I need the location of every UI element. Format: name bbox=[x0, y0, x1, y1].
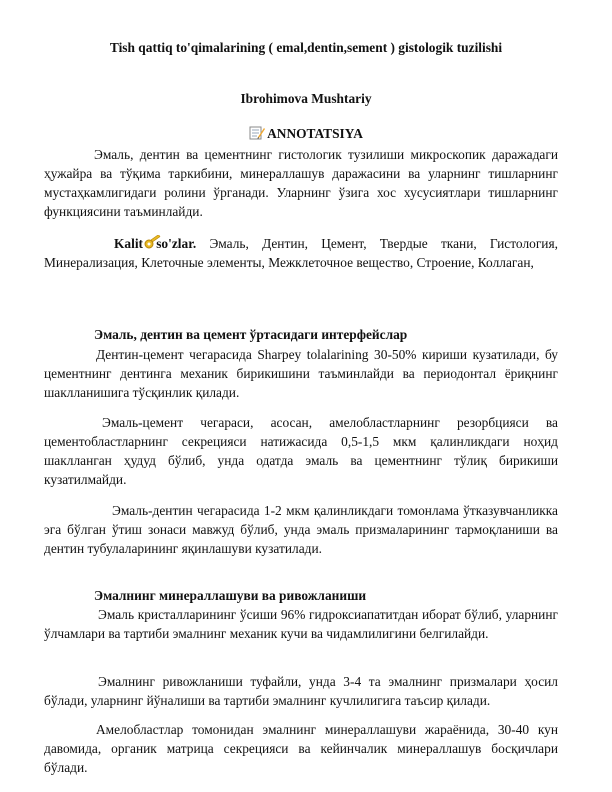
paper-title: Tish qattiq to'qimalarining ( emal,dentin,sement ) gistologik tuzilishi bbox=[109, 40, 503, 55]
key-icon bbox=[94, 235, 112, 250]
annotation-paragraph: Эмаль, дентин ва цементнинг гистологик тузилиши микроскопик даражадаги ҳужайра ва тўқима таркибини, минераллашув даражасини ва уларнинг тишларнинг мустаҳкамлигидаги ролини ўрганади. Уларнинг ўзига хос хусусиятлари тишларнинг функциясини таъминлайди. bbox=[44, 147, 558, 219]
annotation-heading bbox=[40, 125, 572, 142]
interfaces-paragraph-1: Дентин-цемент чегарасида Sharpey tolalarining 30-50% кириши кузатилади, бу цементнинг дентинга механик бирикишини таъминлайди ва периодонтал ёриқнинг шаклланишига тўсқинлик қилади. bbox=[44, 347, 558, 400]
interfaces-paragraph-2: Эмаль-цемент чегараси, асосан, амелобластларнинг резорбцияси ва цементобластларнинг секрецияси натижасида 0,5-1,5 мкм қалинликдаги ноҳид шаклланган ҳудуд бўлиб, унда одатда эмаль ва цементнинг тўлиқ бирикиши кузатилмайди. bbox=[44, 415, 558, 487]
annotation-heading-text: ANNOTATSIYA bbox=[267, 126, 363, 141]
author-name: Ibrohimova Mushtariy bbox=[240, 91, 372, 106]
mineralization-paragraph-3: Амелобластлар томонидан эмалнинг минераллашуви жараёнида, 30-40 кун давомида, органик матрица секрецияси ва кейинчалик минераллашув босқичлари бўлади. bbox=[44, 722, 558, 775]
memo-icon bbox=[249, 125, 265, 140]
section-heading-interfaces: Эмаль, дентин ва цемент ўртасидаги интерфейслар bbox=[94, 327, 408, 342]
keywords-paragraph bbox=[44, 234, 558, 272]
mineralization-paragraph-2: Эмалнинг ривожланиши туфайли, унда 3-4 та эмалнинг призмалари ҳосил бўлади, уларнинг йўналиши ва тартиби эмалнинг кучлилигига таъсир қилади. bbox=[44, 674, 558, 708]
mineralization-paragraph-1: Эмаль кристалларининг ўсиши 96% гидроксиапатитдан иборат бўлиб, уларнинг ўлчамлари ва тартиби эмалнинг механик кучи ва чидамлилигини белгилайди. bbox=[44, 607, 558, 641]
interfaces-paragraph-3: Эмаль-дентин чегарасида 1-2 мкм қалинликдаги томонлама ўтказувчанликка эга бўлган ўтиш зонаси мавжуд бўлиб, унда эмаль призмаларининг тармоқланиши ва дентин тубулаларининг яқинлашуви кузатилади. bbox=[44, 503, 558, 556]
keywords-list: Эмаль, Дентин, Цемент, Твердые ткани, Гистология, Минерализация, Клеточные элементы, Межклеточное вещество, Строение, Коллаган, bbox=[44, 236, 558, 270]
keywords-label: Kalit so'zlar. bbox=[114, 236, 197, 251]
section-heading-mineralization: Эмалнинг минераллашуви ва ривожланиши bbox=[94, 588, 367, 603]
